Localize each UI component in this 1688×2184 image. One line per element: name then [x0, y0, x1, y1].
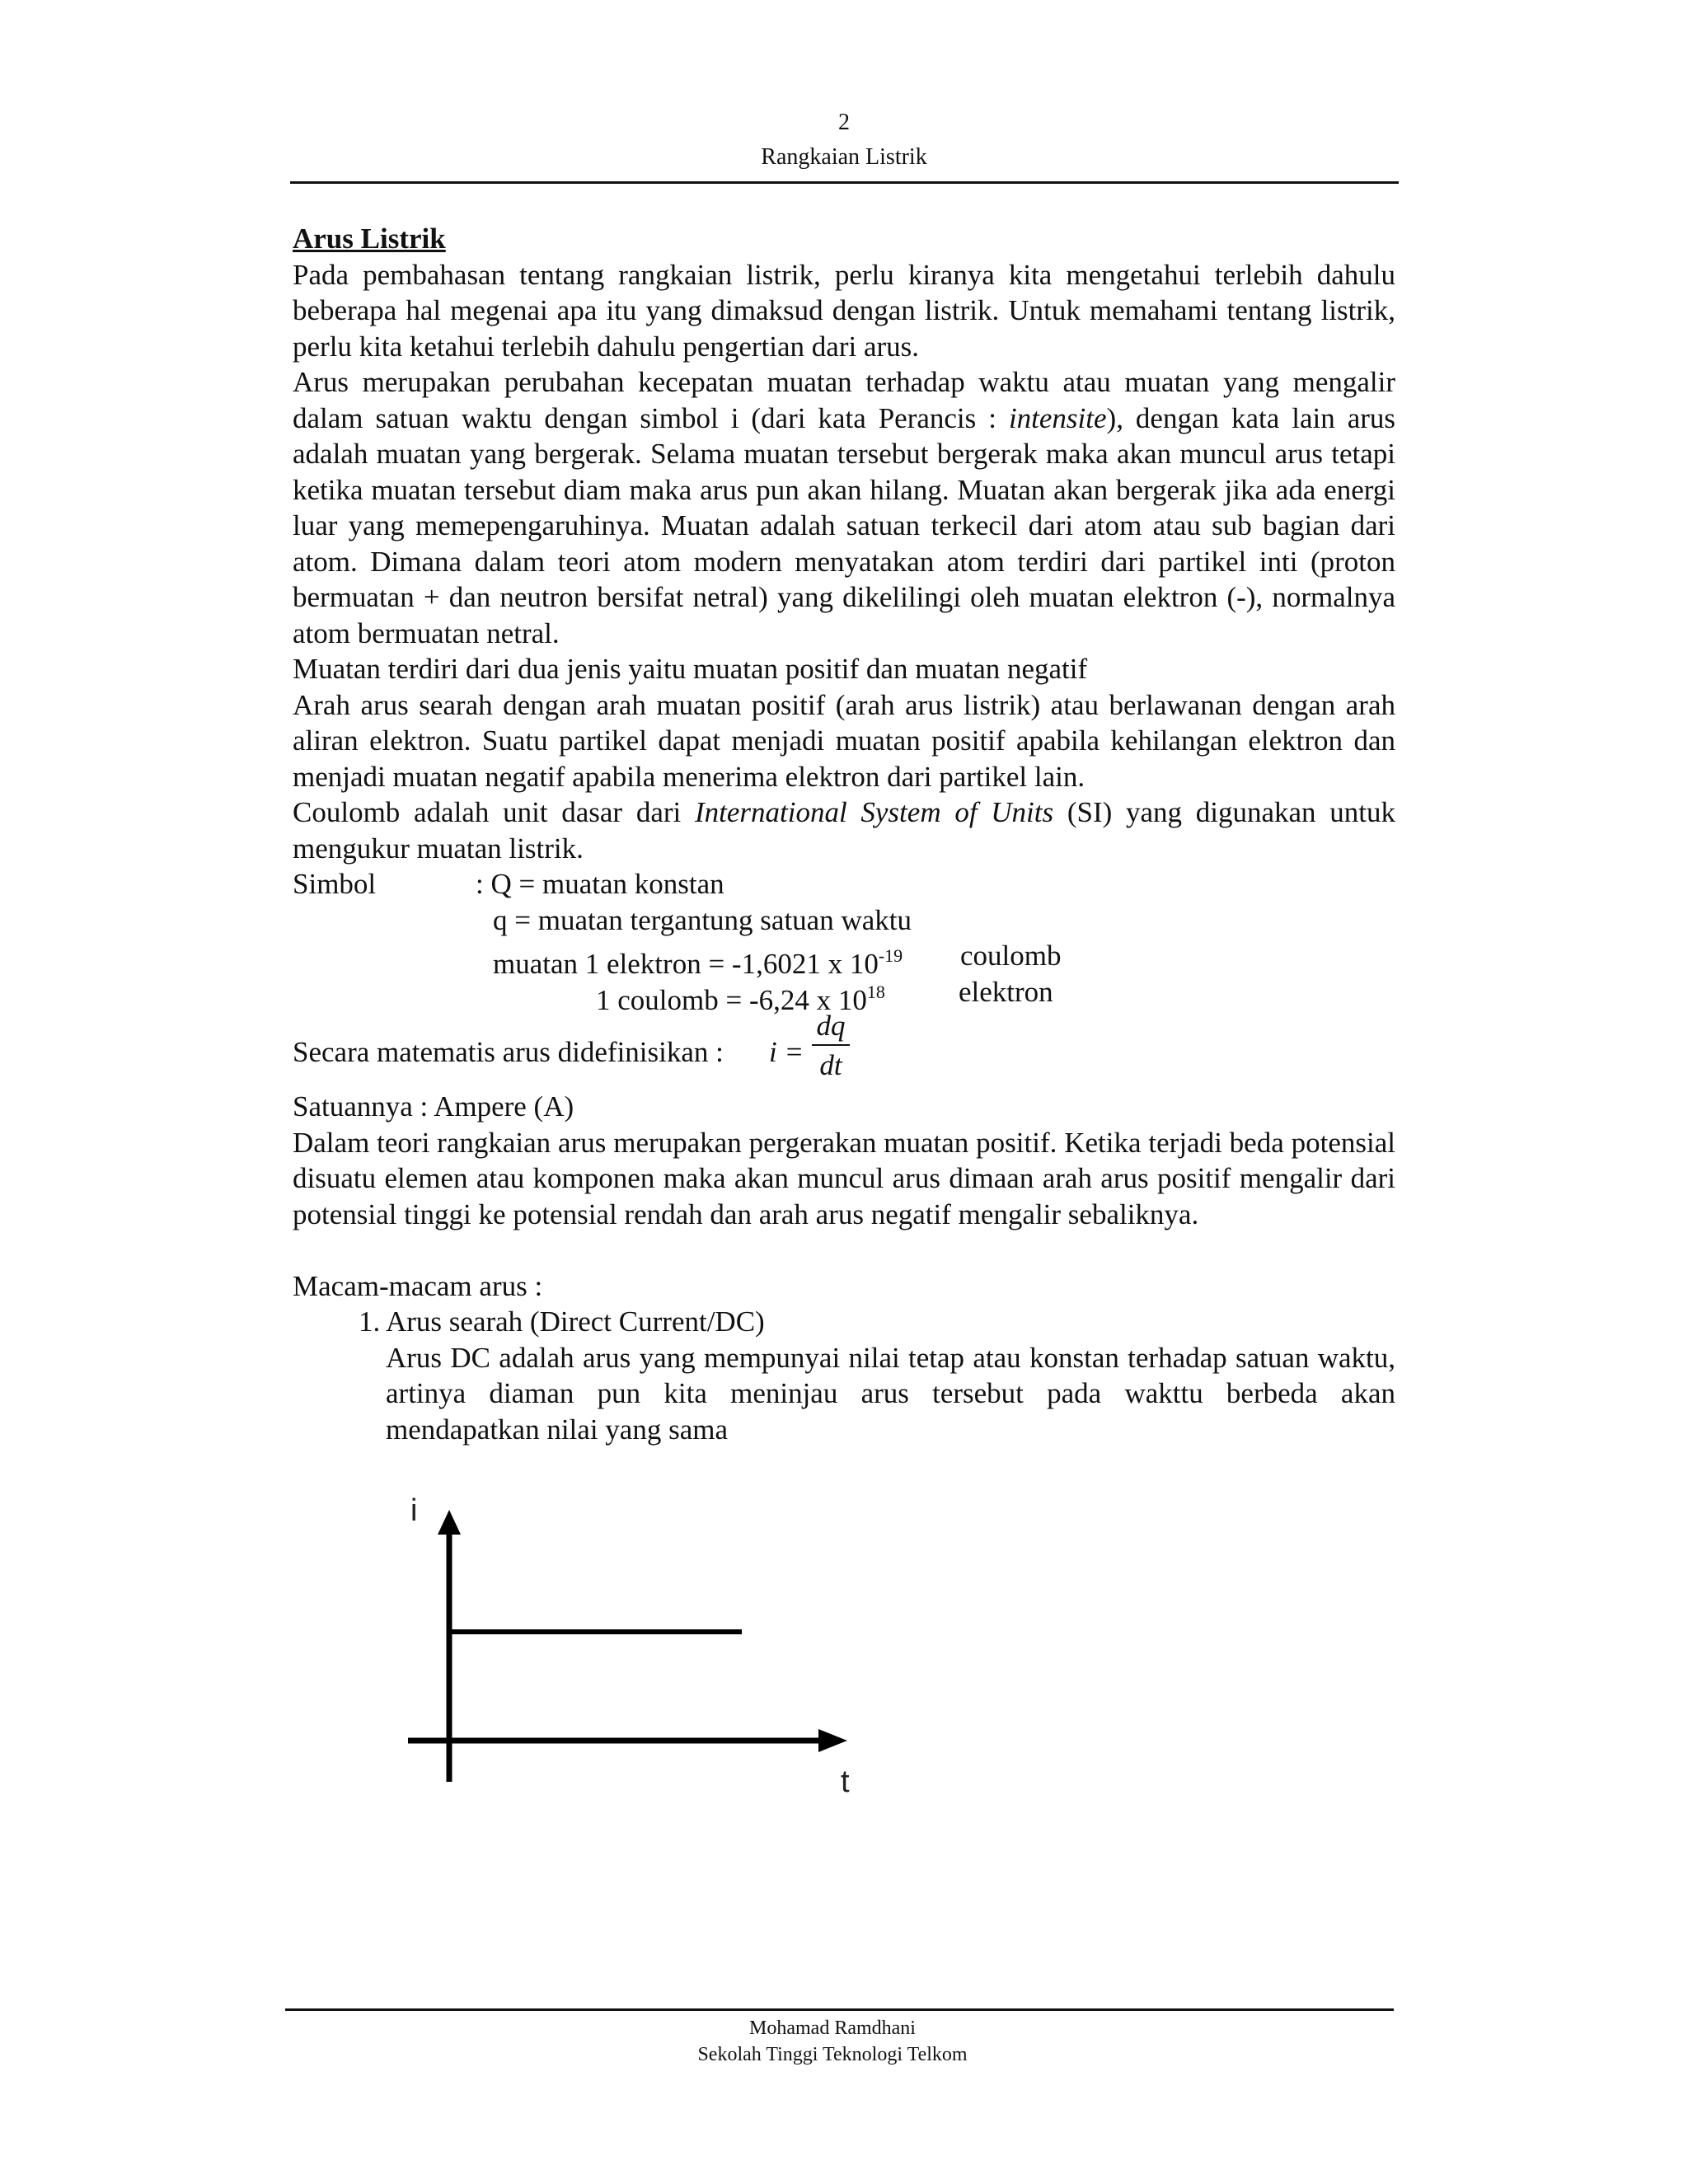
symbol-label: Simbol — [293, 868, 377, 900]
formula-denominator: dt — [819, 1049, 842, 1081]
y-axis-label: i — [410, 1493, 418, 1528]
coulomb-paragraph: Coulomb adalah unit dasar dari International System of Units (SI) yang digunakan untuk mengukur muatan listrik. — [293, 796, 1396, 865]
header-divider — [290, 181, 1399, 184]
formula-numerator: dq — [816, 1010, 846, 1042]
dc-current-graph — [379, 1475, 874, 1805]
running-title: Rangkaian Listrik — [761, 144, 927, 170]
theory-paragraph: Dalam teori rangkaian arus merupakan pergerakan muatan positif. Ketika terjadi beda potensial disuatu elemen atau komponen maka akan muncul arus dimaan arah arus positif mengalir dari potensial tinggi ke potensial rendah dan arah arus negatif mengalir sebaliknya. — [293, 1126, 1395, 1230]
symbol-row-1 — [293, 866, 1395, 902]
symbol-row-4 — [293, 974, 1395, 1016]
definition-paragraph: Arus merupakan perubahan kecepatan muatan terhadap waktu atau muatan yang mengalir dalam satuan waktu dengan simbol i (dari kata Perancis : intensite), dengan kata lain arus adalah muatan yang bergerak. Selama muatan tersebut bergerak maka akan muncul arus tetapi ketika muatan tersebut diam maka arus pun akan hilang. Muatan akan bergerak jika ada energi luar yang memepengaruhinya. Muatan adalah satuan terkecil dari atom atau sub bagian dari atom. Dimana dalam teori atom modern menyatakan atom terdiri dari partikel inti (proton bermuatan + dan neutron bersifat netral) yang dikelilingi oleh muatan elektron (-), normalnya atom bermuatan netral. — [293, 366, 1396, 649]
types-heading: Macam-macam arus : — [293, 1269, 543, 1302]
list-item — [293, 1304, 1395, 1447]
coulomb-value: 1 coulomb = -6,24 x $10^{18}$ — [596, 981, 885, 1016]
fraction-bar — [812, 1044, 850, 1046]
electron-charge: muatan 1 elektron = -1,6021 x $10^{-19}$ — [493, 945, 903, 980]
x-axis-arrow — [818, 1729, 847, 1752]
list-item-description: Arus DC adalah arus yang mempunyai nilai tetap atau konstan terhadap satuan waktu, artinya diaman pun kita meninjau arus tersebut pada wakttu berbeda akan mendapatkan nilai yang sama — [386, 1341, 1395, 1446]
blank-line — [293, 1232, 1395, 1268]
y-axis-arrow — [438, 1510, 461, 1535]
page-number: 2 — [838, 110, 850, 135]
formula-label: Secara matematis arus didefinisikan : — [293, 1036, 724, 1068]
list-item-title: Arus searah (Direct Current/DC) — [386, 1305, 765, 1338]
direction-paragraph: Arah arus searah dengan arah muatan positif (arah arus listrik) atau berlawanan dengan arah aliran elektron. Suatu partikel dapat menjadi muatan positif apabila kehilangan elektron dan menjadi muatan negatif apabila menerima elektron dari partikel lain. — [293, 688, 1395, 793]
symbol-row-2 — [293, 902, 1395, 939]
current-formula — [293, 1010, 1395, 1089]
page-header — [0, 105, 1688, 175]
x-axis-label: t — [841, 1765, 850, 1799]
footer-author: Mohamad Ramdhani — [749, 2018, 916, 2039]
charge-types-paragraph: Muatan terdiri dari dua jenis yaitu muatan positif dan muatan negatif — [293, 653, 1088, 685]
footer-divider — [285, 2008, 1394, 2011]
formula-lhs: i = — [769, 1036, 804, 1068]
intro-paragraph: Pada pembahasan tentang rangkaian listrik, perlu kiranya kita mengetahui terlebih dahulu beberapa hal megenai apa itu yang dimaksud dengan listrik. Untuk memahami tentang listrik, perlu kita ketahui terlebih dahulu pengertian dari arus. — [293, 258, 1395, 363]
main-content — [293, 221, 1395, 1447]
symbol-q-constant: : Q = muatan konstan — [476, 868, 724, 900]
list-item-number: 1. — [359, 1305, 381, 1338]
electron-charge-unit: coulomb — [960, 940, 1062, 972]
coulomb-value-unit: elektron — [959, 975, 1053, 1008]
section-title: Arus Listrik — [293, 223, 446, 255]
formula-fraction — [812, 1010, 850, 1084]
footer-institution: Sekolah Tinggi Teknologi Telkom — [697, 2044, 968, 2065]
page-footer — [0, 2015, 1688, 2068]
unit-line: Satuannya : Ampere (A) — [293, 1090, 574, 1122]
symbol-row-3 — [293, 938, 1395, 980]
symbol-q-time: q = muatan tergantung satuan waktu — [493, 903, 912, 936]
